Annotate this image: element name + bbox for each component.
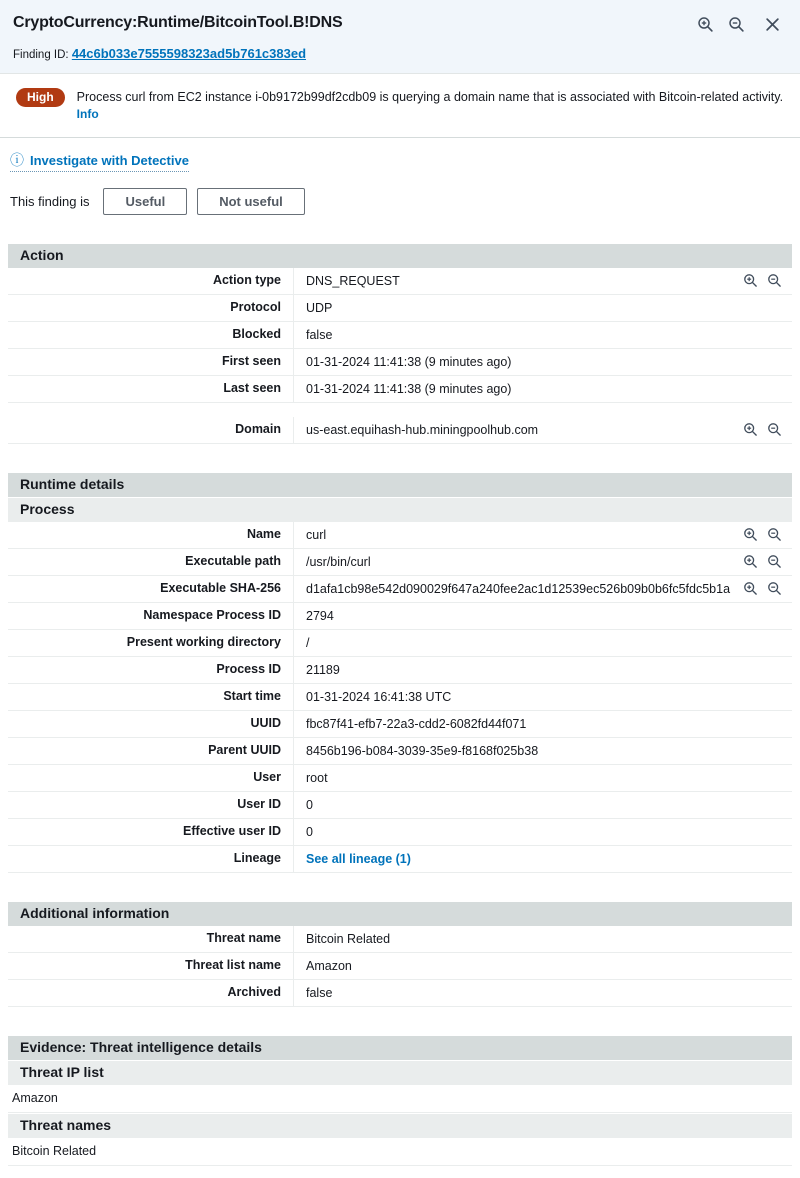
row-label: Name — [8, 522, 294, 548]
finding-id-row — [13, 46, 784, 61]
finding-section — [8, 473, 792, 873]
row-value: / — [306, 635, 310, 650]
actions-area — [0, 138, 800, 215]
row-spacer — [8, 403, 792, 417]
investigate-link-label: Investigate with Detective — [30, 152, 189, 168]
section-header: Runtime details — [8, 473, 792, 497]
table-row — [8, 819, 792, 846]
row-zoom-icons — [743, 268, 792, 294]
subsection-header: Process — [8, 498, 792, 522]
row-label: Blocked — [8, 322, 294, 348]
row-label: Process ID — [8, 657, 294, 683]
row-value: fbc87f41-efb7-22a3-cdd2-6082fd44f071 — [306, 716, 527, 731]
zoom-out-icon[interactable] — [767, 581, 782, 596]
row-value: 01-31-2024 11:41:38 (9 minutes ago) — [306, 354, 512, 369]
row-value: DNS_REQUEST — [306, 273, 400, 288]
close-icon[interactable] — [765, 17, 780, 32]
zoom-in-icon[interactable] — [697, 16, 714, 33]
row-value — [294, 846, 792, 872]
row-zoom-icons — [743, 417, 792, 443]
finding-id-link[interactable]: 44c6b033e7555598323ad5b761c383ed — [71, 46, 307, 61]
row-zoom-icons — [743, 522, 792, 548]
page-title: CryptoCurrency:Runtime/BitcoinTool.B!DNS — [13, 14, 343, 31]
row-zoom-icons — [743, 576, 792, 602]
row-label: Executable SHA-256 — [8, 576, 294, 602]
finding-id-label: Finding ID: — [13, 49, 69, 61]
row-label: First seen — [8, 349, 294, 375]
lineage-link[interactable]: See all lineage (1) — [306, 851, 411, 866]
row-label: Effective user ID — [8, 819, 294, 845]
row-value: false — [306, 985, 333, 1000]
row-value: 21189 — [306, 662, 340, 677]
row-label: Parent UUID — [8, 738, 294, 764]
header-toolbar — [697, 16, 784, 33]
row-value: 8456b196-b084-3039-35e9-f8168f025b38 — [306, 743, 539, 758]
row-label: Last seen — [8, 376, 294, 402]
zoom-in-icon[interactable] — [743, 554, 758, 569]
info-link[interactable]: Info — [76, 107, 99, 121]
table-row — [8, 630, 792, 657]
table-row — [8, 417, 792, 444]
row-value: /usr/bin/curl — [306, 554, 371, 569]
table-row — [8, 376, 792, 403]
zoom-out-icon[interactable] — [767, 527, 782, 542]
not-useful-button[interactable]: Not useful — [197, 188, 305, 215]
row-value: 2794 — [306, 608, 334, 623]
row-value: d1afa1cb98e542d090029f647a240fee2ac1d12539ec526b09b0b6fc5fdc5b1a — [306, 581, 731, 596]
severity-badge: High — [16, 88, 65, 107]
subsection-header: Threat names — [8, 1114, 792, 1138]
table-row — [8, 603, 792, 630]
row-label: Protocol — [8, 295, 294, 321]
row-value: 0 — [306, 797, 313, 812]
finding-section — [8, 244, 792, 444]
finding-section — [8, 1036, 792, 1166]
row-value: root — [306, 770, 328, 785]
row-label: User — [8, 765, 294, 791]
table-row — [8, 522, 792, 549]
table-row — [8, 792, 792, 819]
section-header: Action — [8, 244, 792, 268]
row-label: UUID — [8, 711, 294, 737]
table-row — [8, 684, 792, 711]
finding-description — [77, 89, 784, 123]
zoom-out-icon[interactable] — [767, 422, 782, 437]
row-label: Executable path — [8, 549, 294, 575]
row-label: Threat list name — [8, 953, 294, 979]
row-value: 01-31-2024 16:41:38 UTC — [306, 689, 452, 704]
row-value: Amazon — [306, 958, 352, 973]
row-value: 01-31-2024 11:41:38 (9 minutes ago) — [306, 381, 512, 396]
info-circle-icon: ⓘ — [10, 152, 24, 168]
text-row: Amazon — [8, 1085, 792, 1113]
row-label: Start time — [8, 684, 294, 710]
row-label: User ID — [8, 792, 294, 818]
feedback-row — [10, 188, 784, 215]
row-label: Lineage — [8, 846, 294, 872]
row-label: Archived — [8, 980, 294, 1006]
table-row — [8, 926, 792, 953]
useful-button[interactable]: Useful — [103, 188, 187, 215]
zoom-in-icon[interactable] — [743, 422, 758, 437]
finding-description-text: Process curl from EC2 instance i-0b9172b99df2cdb09 is querying a domain name that is associated with Bitcoin-related activity. — [76, 90, 784, 104]
table-row — [8, 295, 792, 322]
table-row — [8, 765, 792, 792]
table-row — [8, 711, 792, 738]
table-row — [8, 322, 792, 349]
section-header: Evidence: Threat intelligence details — [8, 1036, 792, 1060]
row-value: us-east.equihash-hub.miningpoolhub.com — [306, 422, 539, 437]
feedback-prompt: This finding is — [10, 193, 90, 209]
row-value: false — [306, 327, 333, 342]
row-label: Present working directory — [8, 630, 294, 656]
row-value: UDP — [306, 300, 333, 315]
investigate-with-detective-link[interactable] — [10, 153, 189, 172]
zoom-out-icon[interactable] — [728, 16, 745, 33]
feedback-buttons — [103, 188, 304, 215]
row-value: Bitcoin Related — [306, 931, 391, 946]
zoom-in-icon[interactable] — [743, 581, 758, 596]
zoom-in-icon[interactable] — [743, 273, 758, 288]
zoom-out-icon[interactable] — [767, 273, 782, 288]
row-label: Action type — [8, 268, 294, 294]
zoom-out-icon[interactable] — [767, 554, 782, 569]
row-label: Namespace Process ID — [8, 603, 294, 629]
subsection-header: Threat IP list — [8, 1061, 792, 1085]
table-row — [8, 576, 792, 603]
row-zoom-icons — [743, 549, 792, 575]
row-label: Domain — [8, 417, 294, 443]
section-header: Additional information — [8, 902, 792, 926]
table-row — [8, 268, 792, 295]
row-value: 0 — [306, 824, 313, 839]
table-row — [8, 738, 792, 765]
text-row: Bitcoin Related — [8, 1138, 792, 1166]
finding-panel-header — [0, 0, 800, 74]
table-row — [8, 349, 792, 376]
table-row — [8, 657, 792, 684]
table-row — [8, 953, 792, 980]
row-value: curl — [306, 527, 327, 542]
finding-summary-strip — [0, 74, 800, 138]
finding-sections — [0, 244, 800, 1178]
finding-section — [8, 902, 792, 1007]
table-row — [8, 846, 792, 873]
zoom-in-icon[interactable] — [743, 527, 758, 542]
table-row — [8, 549, 792, 576]
row-label: Threat name — [8, 926, 294, 952]
table-row — [8, 980, 792, 1007]
